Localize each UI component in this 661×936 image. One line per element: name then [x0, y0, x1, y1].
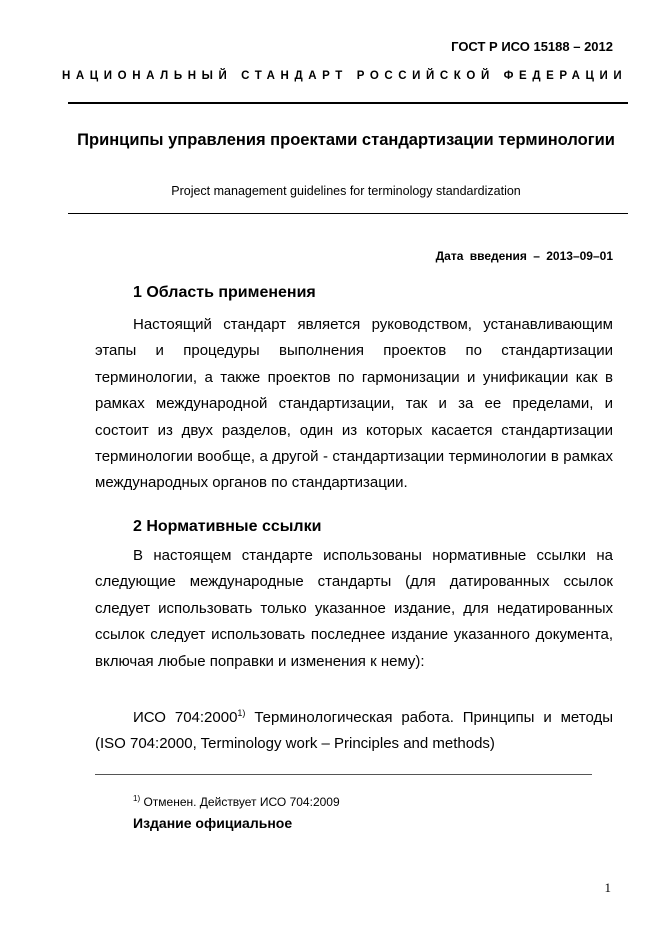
national-standard-banner: НАЦИОНАЛЬНЫЙ СТАНДАРТ РОССИЙСКОЙ ФЕДЕРАЦИИ: [62, 70, 628, 82]
reference-text: Терминологическая работа. Принципы и методы (ISO 704:2000, Terminology work – Principles and methods): [95, 709, 613, 753]
reference-code: ИСО 704:2000: [133, 709, 238, 726]
section-2-heading: 2 Нормативные ссылки: [133, 518, 322, 535]
normative-reference: [95, 705, 613, 758]
page-number: 1: [604, 880, 611, 895]
footnote: [133, 795, 340, 809]
section-1-heading: 1 Область применения: [133, 284, 316, 301]
title-divider: [68, 213, 628, 214]
document-title-english: Project management guidelines for terminology standardization: [171, 184, 521, 198]
section-1-text: Настоящий стандарт является руководством, устанавливающим этапы и процедуры выполнения проектов по стандартизации терминологии, а также проектов по гармонизации и унификации как в рамках международной стандартизации, так и за ее пределами, и состоит из двух разделов, один из которых касается стандартизации терминологии вообще, а другой - стандартизации терминологии в рамках международных органов по стандартизации.: [95, 316, 613, 492]
header-divider: [68, 102, 628, 104]
introduction-date: Дата введения – 2013–09–01: [435, 249, 613, 263]
reference-footnote-mark[interactable]: 1): [237, 708, 246, 718]
edition-label: Издание официальное: [133, 815, 293, 831]
footnote-mark: 1): [133, 794, 141, 803]
footnote-divider: [95, 774, 592, 775]
document-title: Принципы управления проектами стандартизации терминологии: [77, 131, 615, 149]
section-2-text: В настоящем стандарте использованы нормативные ссылки на следующие международные стандарты (для датированных ссылок следует использовать только указанное издание, для недатированных ссылок следует использовать последнее издание указанного документа, включая любые поправки и изменения к нему):: [95, 547, 613, 670]
document-number: ГОСТ Р ИСО 15188 – 2012: [451, 39, 613, 54]
footnote-text: Отменен. Действует ИСО 704:2009: [140, 795, 340, 809]
